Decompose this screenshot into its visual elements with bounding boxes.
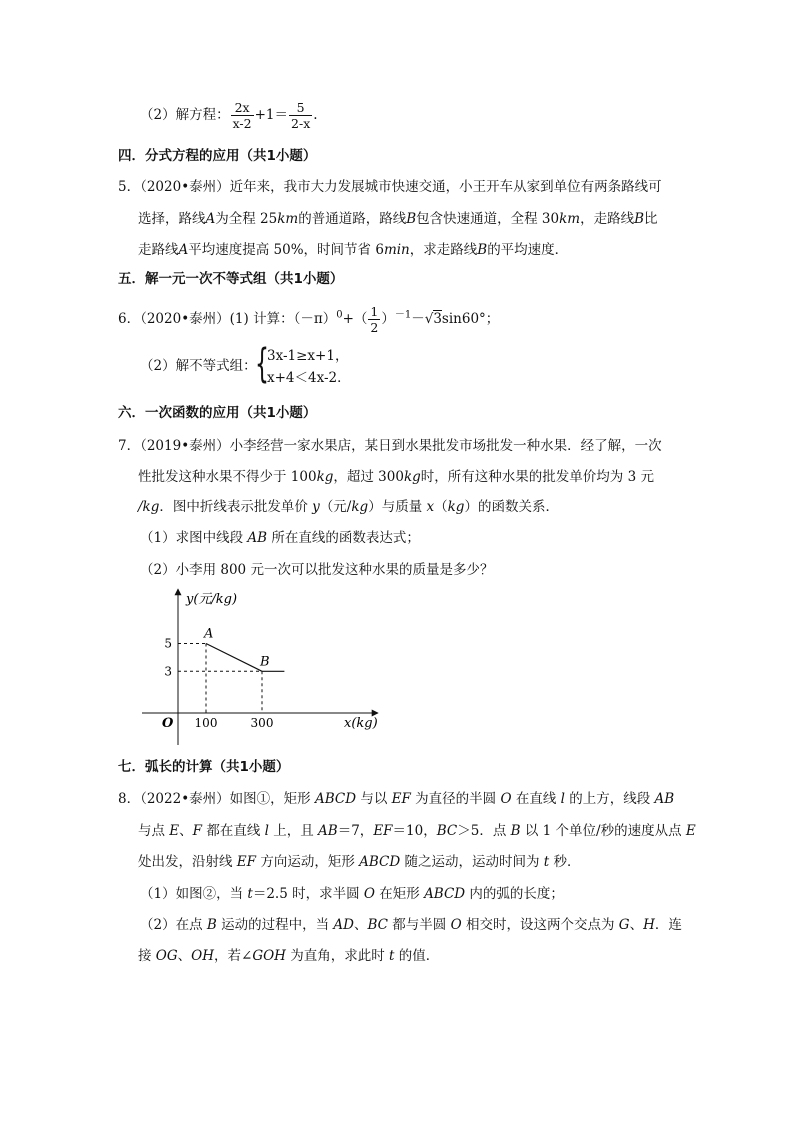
math-var: G	[618, 917, 630, 933]
q8-part2	[140, 916, 682, 934]
math-unit: kg	[447, 499, 465, 515]
text-span: 8．（2022•泰州）如图①，矩形	[118, 791, 315, 807]
math-var: l	[264, 823, 269, 839]
math-var: AD	[333, 917, 354, 933]
text-span: ＝2.5 时，求半圆	[252, 886, 364, 902]
text-span: （	[434, 499, 448, 515]
text-span: 内的弧的长度；	[465, 886, 564, 902]
superscript: 0	[336, 309, 343, 321]
text-span: ＞5．点	[457, 823, 511, 839]
math-var: AB	[247, 530, 268, 546]
math-var: O	[500, 791, 512, 807]
text-span: 为直角，求此时	[285, 948, 390, 964]
text-span: ＝10，	[392, 823, 437, 839]
text-span: 为直径的半圆	[410, 791, 501, 807]
math-var: ABCD	[359, 854, 401, 870]
text-span: 与点	[138, 823, 170, 839]
math-var: EF	[236, 854, 257, 870]
text-span: 的上方，线段	[564, 791, 655, 807]
y-tick-label: 3	[164, 664, 172, 679]
math-unit: kg	[403, 469, 421, 485]
math-var: O	[363, 886, 375, 902]
text-span: 所在直线的函数表达式；	[267, 530, 420, 546]
fraction-one-half	[368, 304, 380, 335]
q6-part2-label: （2）解不等式组：	[140, 358, 257, 374]
text-span: 、	[179, 823, 193, 839]
math-var: OG	[155, 948, 178, 964]
q8-line-last	[138, 947, 439, 965]
text-span: ．连	[654, 917, 682, 933]
text-span: ，走路线	[580, 211, 635, 227]
text-span: ．图中折线表示批发单价	[159, 499, 313, 515]
math-var: y	[312, 499, 320, 515]
math-var: BC	[436, 823, 458, 839]
math-var: E	[685, 823, 696, 839]
text-span: 走路线	[138, 242, 179, 258]
q4-part2	[140, 100, 318, 131]
brace-symbol: {	[255, 341, 269, 387]
inequality-system	[255, 341, 375, 388]
math-var: GOH	[252, 948, 286, 964]
text-span: 上，且	[268, 823, 319, 839]
fraction-denominator: x-2	[232, 116, 252, 131]
text-span: 在直线	[511, 791, 561, 807]
math-var: EF	[391, 791, 411, 807]
math-var: EF	[373, 823, 393, 839]
q8-part1	[140, 885, 564, 903]
text-span: 、	[629, 917, 644, 933]
fraction-denominator: 2-x	[291, 116, 311, 131]
math-var: t	[389, 948, 395, 964]
text-span: 方向运动，矩形	[256, 854, 360, 870]
math-var: t	[247, 886, 253, 902]
text-span: 性批发这种水果不得少于 100	[138, 469, 317, 485]
math-var: A	[178, 242, 189, 258]
section-heading-5: 五．解一元一次不等式组（共1小题）	[118, 271, 344, 287]
fraction-denominator: 2	[370, 320, 379, 335]
section-heading-6: 六．一次函数的应用（共1小题）	[118, 405, 317, 421]
math-var: B	[406, 211, 417, 227]
text-span: 都在直线	[202, 823, 265, 839]
text-span: 秒．	[549, 854, 581, 870]
math-unit: kg	[351, 499, 369, 515]
x-tick-label: 100	[194, 716, 218, 730]
math-var: B	[477, 242, 488, 258]
price-quantity-chart	[140, 585, 400, 755]
sqrt-radicand: 3	[433, 311, 442, 327]
text-span: 包含快速通道，全程 30	[416, 211, 560, 227]
text-span: 的普通道路，路线	[298, 211, 407, 227]
equation-end: .	[313, 107, 318, 123]
text-span: 比	[644, 211, 658, 227]
text-span: 为全程 25	[215, 211, 278, 227]
q7-line-3	[138, 498, 559, 516]
text-span: （元/	[319, 499, 352, 515]
text-span: ）与质量	[368, 499, 427, 515]
q6-line-1	[118, 304, 499, 335]
text-span: ）	[381, 311, 395, 327]
point-label-b: B	[260, 654, 270, 670]
text-span: －	[411, 311, 425, 327]
q7-part2: （2）小李用 800 元一次可以批发这种水果的质量是多少？	[140, 562, 494, 578]
text-span: 平均速度提高 50%，时间节省 6	[188, 242, 384, 258]
math-var: F	[192, 823, 203, 839]
math-var: t	[543, 854, 550, 870]
q7-line-2	[138, 468, 654, 486]
text-span: 随之运动，运动时间为	[400, 854, 544, 870]
section-heading-4: 四．分式方程的应用（共1小题）	[118, 148, 317, 164]
q5-line-1: 5．（2020•泰州）近年来，我市大力发展城市快速交通，小王开车从家到单位有两条路线可	[118, 179, 662, 195]
text-span: 以 1 个单位/秒的速度从点	[520, 823, 686, 839]
fraction-numerator: 1	[370, 304, 379, 319]
text-span: 时，所有这种水果的批发单价均为 3 元	[420, 469, 654, 485]
math-var: AB	[654, 791, 675, 807]
text-span: ）的函数关系．	[464, 499, 559, 515]
q5-line-3	[138, 241, 568, 259]
math-var: AB	[318, 823, 338, 839]
text-span: 6．（2020•泰州）(1) 计算：（－π）	[118, 311, 337, 327]
fraction-2x-over-x-minus-2	[231, 100, 254, 131]
math-unit: min	[383, 242, 410, 258]
text-span: 都与半圆	[388, 917, 451, 933]
inequality-row-1: 3x-1≥x+1，	[267, 348, 349, 364]
q7-line-1: 7．（2019•泰州）小李经营一家水果店，某日到水果批发市场批发一种水果．经了解，一次	[118, 438, 662, 454]
q5-line-2	[138, 210, 658, 228]
q4-part2-label: （2）解方程：	[140, 107, 230, 123]
text-span: 处出发，沿射线	[138, 854, 237, 870]
math-var: l	[560, 791, 565, 807]
text-span: 、	[353, 917, 368, 933]
math-var: B	[634, 211, 645, 227]
text-span: ，若∠	[214, 948, 253, 964]
text-span: 在矩形	[374, 886, 425, 902]
fraction-5-over-2-minus-x	[289, 100, 312, 131]
math-var: BC	[367, 917, 388, 933]
q7-part1	[140, 529, 420, 547]
math-var: O	[450, 917, 462, 933]
text-span: +（	[342, 311, 368, 327]
q8-line-3	[138, 853, 581, 871]
math-var: ABCD	[424, 886, 466, 902]
math-var: E	[169, 823, 180, 839]
math-var: x	[426, 499, 435, 515]
math-var: B	[510, 823, 521, 839]
series-segment-1	[206, 644, 262, 672]
text-span: （1）如图②，当	[140, 886, 248, 902]
inequality-row-2: x+4＜4x-2．	[267, 370, 351, 386]
text-span: 、	[177, 948, 192, 964]
math-unit: /kg	[138, 499, 160, 515]
x-tick-label: 300	[250, 716, 274, 730]
sqrt-symbol: √3	[424, 311, 442, 327]
text-span: 的值．	[394, 948, 440, 964]
text-span: ，求走路线	[409, 242, 478, 258]
text-span: ＝7，	[337, 823, 374, 839]
q8-line-1	[118, 790, 674, 808]
fraction-numerator: 5	[289, 100, 312, 116]
x-axis-label: x(kg)	[344, 716, 378, 731]
text-span: 的平均速度．	[487, 242, 569, 258]
point-label-a: A	[204, 626, 214, 642]
superscript: －1	[394, 309, 412, 321]
section-heading-7: 七．弧长的计算（共1小题）	[118, 759, 290, 775]
fraction-numerator: 2x	[231, 100, 254, 116]
math-var: A	[205, 211, 216, 227]
math-var: B	[206, 917, 217, 933]
text-span: 运动的过程中，当	[216, 917, 334, 933]
q8-line-2	[138, 822, 696, 840]
text-span: （1）求图中线段	[140, 530, 248, 546]
math-unit: km	[277, 211, 299, 227]
text-span: ，超过 300	[333, 469, 404, 485]
text-span: 选择，路线	[138, 211, 206, 227]
text-span: 相交时，设这两个交点为	[461, 917, 619, 933]
math-var: ABCD	[314, 791, 357, 807]
math-var: OH	[191, 948, 214, 964]
text-span: 与以	[356, 791, 392, 807]
origin-label: O	[162, 716, 174, 731]
text-span: （2）在点	[140, 917, 207, 933]
math-var: H	[643, 917, 655, 933]
math-unit: km	[559, 211, 581, 227]
text-span: 接	[138, 948, 156, 964]
y-axis-label: y(元/kg)	[186, 592, 238, 607]
math-unit: kg	[316, 469, 334, 485]
y-tick-label: 5	[164, 636, 172, 651]
text-span: sin60°；	[441, 311, 500, 327]
equation-middle: +1＝	[254, 107, 289, 123]
